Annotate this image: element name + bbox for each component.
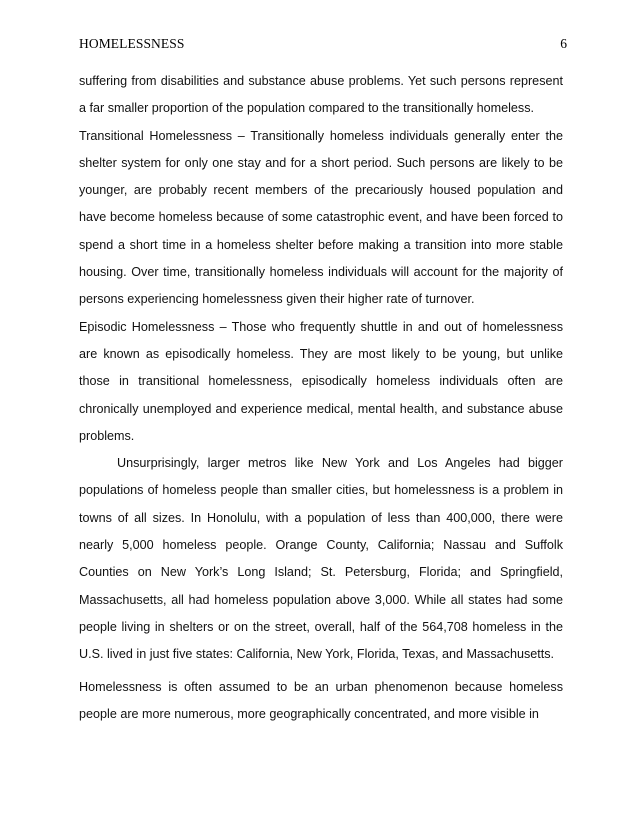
paragraph-continued: suffering from disabilities and substance abuse problems. Yet such persons represent a far smaller proportion of the population compared to the transitionally homeless. (79, 74, 563, 116)
paragraph-metros: Unsurprisingly, larger metros like New York and Los Angeles had bigger populations of homeless people than smaller cities, but homelessness is a problem in towns of all sizes. In Honolulu, with a population of less than 400,000, there were nearly 5,000 homeless people. Orange County, California; Nassau and Suffolk Counties on New York’s Long Island; St. Petersburg, Florida; and Springfield, Massachusetts, all had homeless population above 3,000. While all states had some people living in shelters or on the street, overall, half of the 564,708 homeless in the U.S. lived in just five states: California, New York, Florida, Texas, and Massachusetts. (79, 456, 563, 662)
paragraph-episodic-homelessness: Episodic Homelessness – Those who frequently shuttle in and out of homelessness are known as episodically homeless. They are most likely to be young, but unlike those in transitional homelessness, episodically homeless individuals often are chronically unemployed and experience medical, mental health, and substance abuse problems. (79, 319, 563, 443)
paragraph-transitional-homelessness: Transitional Homelessness – Transitionally homeless individuals generally enter the shelter system for only one stay and for a short period. Such persons are likely to be younger, are probably recent members of the precariously housed population and have become homeless because of some catastrophic event, and have been forced to spend a short time in a homeless shelter before making a transition into more stable housing. Over time, transitionally homeless individuals will account for the majority of persons experiencing homelessness given their higher rate of turnover. (79, 128, 563, 307)
page-number: 6 (560, 36, 567, 51)
body-text (79, 68, 563, 728)
running-head-title: HOMELESSNESS (79, 36, 185, 51)
paragraph-urban-phenomenon: Homelessness is often assumed to be an urban phenomenon because homeless people are more numerous, more geographically concentrated, and more visible in (79, 679, 563, 721)
